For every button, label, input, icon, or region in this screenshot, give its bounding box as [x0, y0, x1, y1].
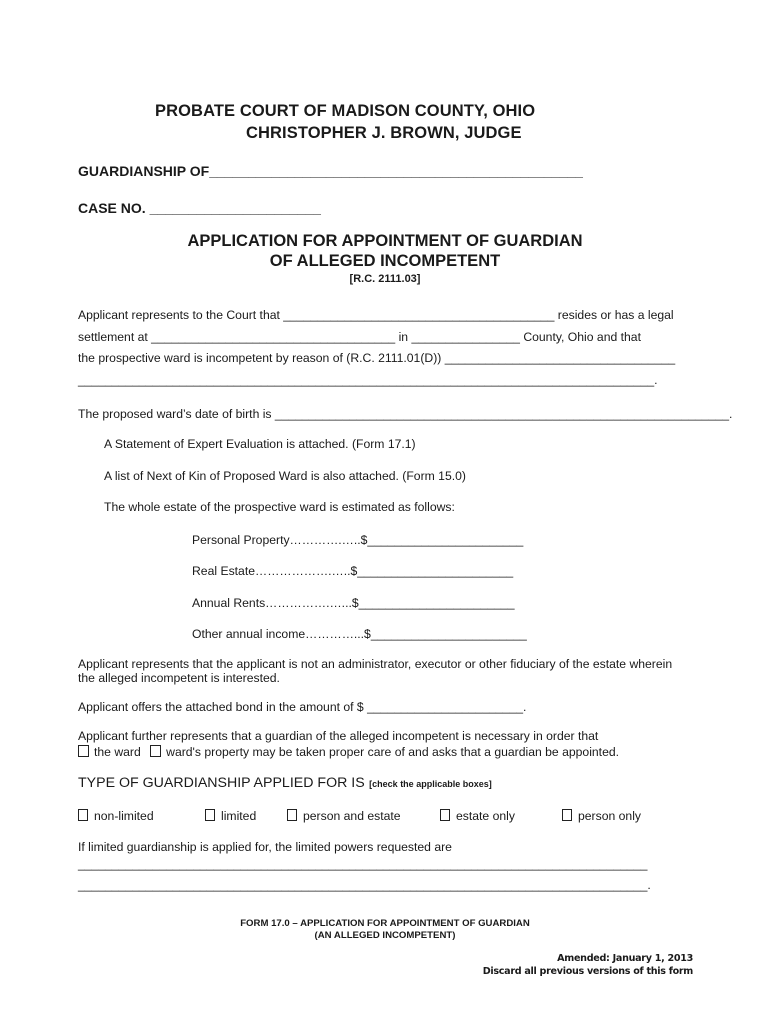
option-limited[interactable] — [205, 809, 256, 823]
real-estate-field[interactable]: _______________________ — [357, 564, 514, 578]
estate-row-other-income — [192, 627, 527, 641]
case-no-row — [78, 200, 321, 216]
representation-line-1 — [78, 308, 674, 322]
estate-only-checkbox[interactable] — [440, 809, 450, 821]
representation-text: resides or has a legal — [557, 308, 674, 322]
expert-evaluation-note: A Statement of Expert Evaluation is attached. (Form 17.1) — [104, 437, 416, 451]
amended-date: Amended: January 1, 2013 — [557, 953, 693, 964]
fiduciary-line-2: the alleged incompetent is interested. — [78, 671, 280, 685]
court-name: PROBATE COURT OF MADISON COUNTY, OHIO — [155, 102, 536, 120]
necessity-line-1: Applicant further represents that a guardian of the alleged incompetent is necessary in order that — [78, 729, 599, 743]
option-label: non-limited — [94, 809, 154, 823]
incompetence-reason-field-2[interactable]: _____________________________________________________________________________________. — [78, 373, 658, 387]
estate-intro: The whole estate of the prospective ward is estimated as follows: — [104, 500, 455, 514]
limited-checkbox[interactable] — [205, 809, 215, 821]
guardianship-of-label: GUARDIANSHIP OF — [78, 163, 210, 179]
representation-text: settlement at — [78, 330, 148, 344]
estate-label: Other annual income…………...$ — [192, 627, 371, 641]
dob-field[interactable]: ___________________________________________________________________. — [274, 407, 733, 421]
ward-option-label: the ward — [94, 745, 141, 759]
representation-text: the prospective ward is incompetent by reason of (R.C. 2111.01(D)) — [78, 351, 442, 365]
guardianship-type-hint: [check the applicable boxes] — [369, 779, 492, 789]
other-income-field[interactable]: _______________________ — [370, 627, 527, 641]
guardianship-of-row — [78, 163, 583, 179]
discard-note: Discard all previous versions of this form — [482, 966, 693, 977]
limited-powers-field-1[interactable]: ____________________________________________________________________________________ — [78, 857, 648, 871]
fiduciary-line-1: Applicant represents that the applicant is not an administrator, executor or other fiduciary of the estate wherein — [78, 657, 673, 671]
option-person-and-estate[interactable] — [287, 809, 401, 823]
option-label: person only — [578, 809, 642, 823]
option-non-limited[interactable] — [78, 809, 154, 823]
person-and-estate-checkbox[interactable] — [287, 809, 297, 821]
limited-powers-label: If limited guardianship is applied for, the limited powers requested are — [78, 840, 452, 854]
guardianship-type-row — [78, 774, 492, 792]
next-of-kin-note: A list of Next of Kin of Proposed Ward is also attached. (Form 15.0) — [104, 469, 466, 483]
option-label: estate only — [456, 809, 515, 823]
guardianship-of-field[interactable]: ________________________________________________ — [209, 163, 583, 179]
bond-amount-field[interactable]: _______________________. — [367, 700, 527, 714]
annual-rents-field[interactable]: _______________________ — [358, 596, 515, 610]
estate-row-personal-property — [192, 533, 523, 547]
bond-label: Applicant offers the attached bond in the amount of $ — [78, 700, 364, 714]
non-limited-checkbox[interactable] — [78, 809, 88, 821]
estate-row-annual-rents — [192, 596, 515, 610]
form-footer-line-2: (AN ALLEGED INCOMPETENT) — [314, 930, 456, 941]
limited-powers-field-2[interactable]: ____________________________________________________________________________________. — [78, 878, 651, 892]
representation-line-3 — [78, 351, 675, 365]
dob-row — [78, 407, 732, 421]
option-person-only[interactable] — [562, 809, 641, 823]
person-only-checkbox[interactable] — [562, 809, 572, 821]
personal-property-field[interactable]: _______________________ — [367, 533, 524, 547]
case-no-field[interactable]: ______________________ — [149, 200, 321, 216]
estate-label: Personal Property………….…..$ — [192, 533, 368, 547]
bond-row — [78, 700, 526, 714]
statute-citation: [R.C. 2111.03] — [349, 273, 421, 285]
representation-text: County, Ohio and that — [523, 330, 641, 344]
estate-row-real-estate — [192, 564, 513, 578]
guardianship-type-label: TYPE OF GUARDIANSHIP APPLIED FOR IS — [78, 775, 365, 791]
option-label: limited — [221, 809, 257, 823]
representation-text: Applicant represents to the Court that — [78, 308, 280, 322]
representation-text: in — [398, 330, 409, 344]
ward-checkbox[interactable] — [78, 745, 89, 757]
form-title-line-1: APPLICATION FOR APPOINTMENT OF GUARDIAN — [187, 232, 583, 250]
necessity-line-2 — [78, 745, 619, 759]
applicant-field[interactable]: ________________________________________ — [283, 308, 555, 322]
settlement-field[interactable]: ____________________________________ — [151, 330, 396, 344]
option-estate-only[interactable] — [440, 809, 515, 823]
property-checkbox[interactable] — [150, 745, 161, 757]
county-field[interactable]: ________________ — [411, 330, 520, 344]
form-footer-line-1: FORM 17.0 – APPLICATION FOR APPOINTMENT OF GUARDIAN — [240, 918, 530, 929]
property-option-label: ward's property may be taken proper care of and asks that a guardian be appointed. — [166, 745, 620, 759]
representation-line-2 — [78, 330, 641, 344]
judge-name: CHRISTOPHER J. BROWN, JUDGE — [246, 124, 522, 142]
dob-label: The proposed ward’s date of birth is — [78, 407, 272, 421]
form-title-line-2: OF ALLEGED INCOMPETENT — [269, 252, 501, 270]
estate-label: Real Estate……………….…..$ — [192, 564, 358, 578]
case-no-label: CASE NO. — [78, 200, 146, 216]
incompetence-reason-field[interactable]: __________________________________ — [444, 351, 676, 365]
option-label: person and estate — [303, 809, 401, 823]
estate-label: Annual Rents…………….…...$ — [192, 596, 359, 610]
